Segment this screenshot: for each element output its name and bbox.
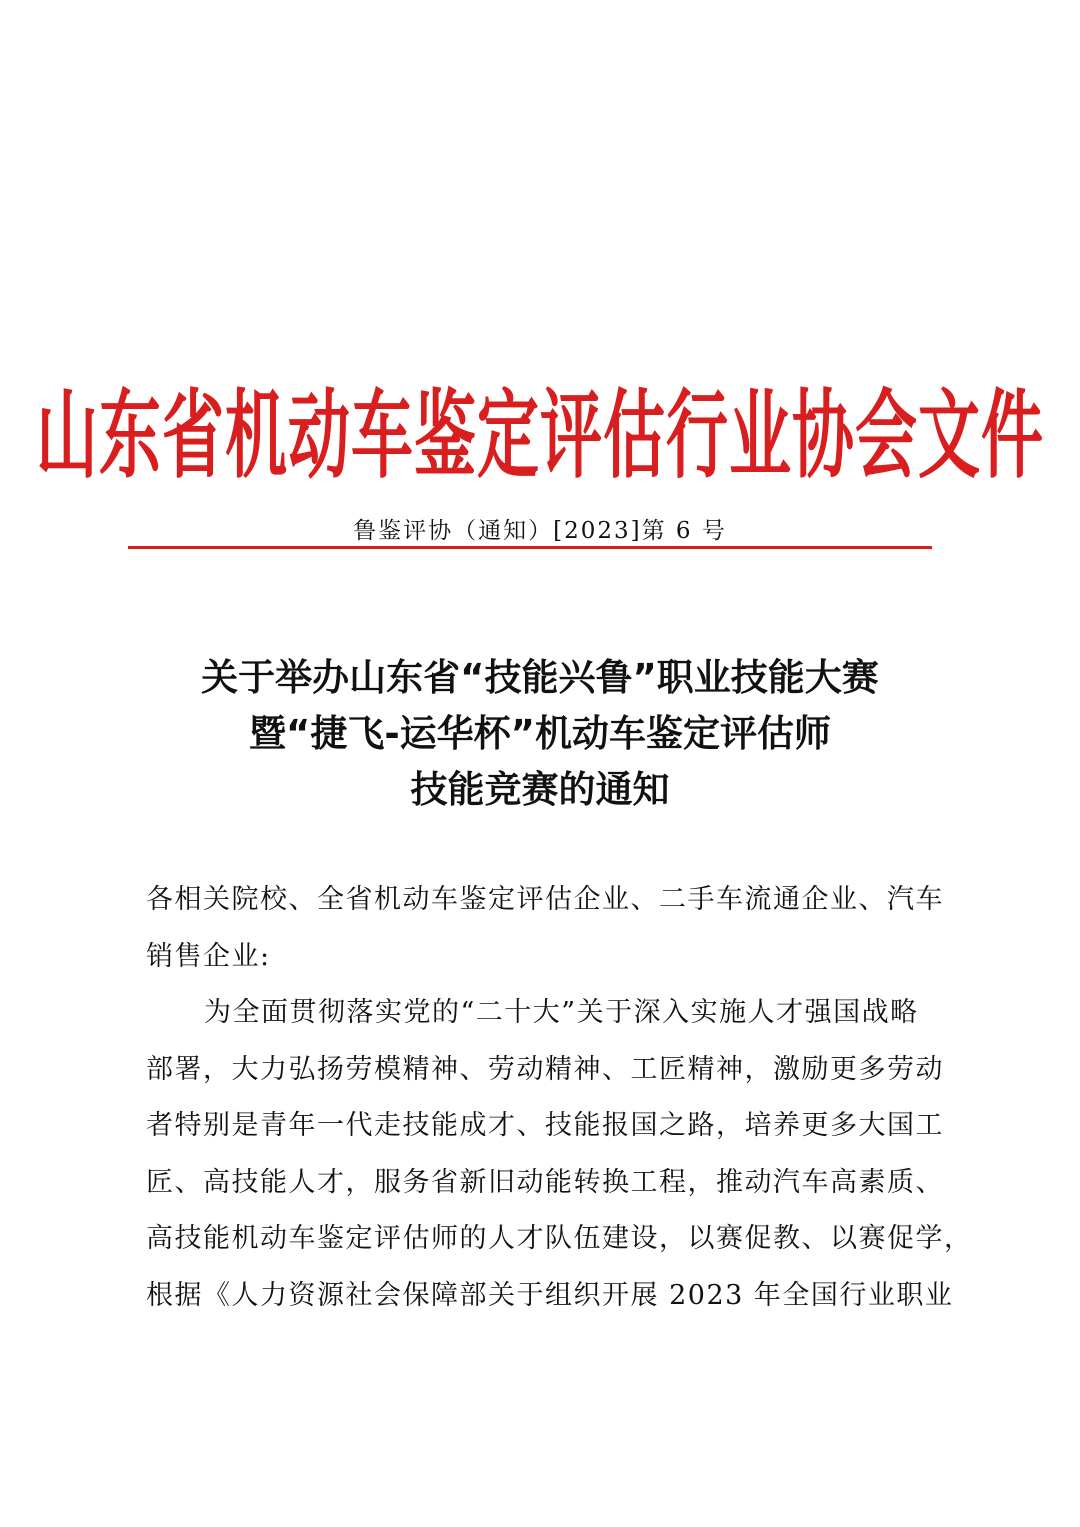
notice-title: [90, 650, 990, 818]
masthead-title: 山东省机动车鉴定评估行业协会文件: [36, 378, 1045, 492]
title-line-2: 暨“捷飞-运华杯”机动车鉴定评估师: [249, 712, 831, 755]
document-number: 鲁鉴评协（通知）[2023]第 6 号: [353, 518, 727, 544]
body-line-7: 高技能机动车鉴定评估师的人才队伍建设，以赛促教、以赛促学，: [146, 1223, 973, 1254]
body-line-4: 部署，大力弘扬劳模精神、劳动精神、工匠精神，激励更多劳动: [146, 1053, 944, 1085]
notice-body: [146, 872, 973, 1324]
title-line-1: 关于举办山东省“技能兴鲁”职业技能大赛: [201, 656, 879, 699]
body-line-5: 者特别是青年一代走技能成才、技能报国之路，培养更多大国工: [146, 1110, 944, 1141]
red-divider-line: [128, 546, 932, 549]
body-line-1: 各相关院校、全省机动车鉴定评估企业、二手车流通企业、汽车: [146, 884, 944, 915]
body-line-2: 销售企业:: [146, 940, 271, 972]
body-line-8: 根据《人力资源社会保障部关于组织开展 2023 年全国行业职业: [146, 1279, 954, 1311]
body-line-3: 为全面贯彻落实党的“二十大”关于深入实施人才强国战略: [204, 997, 919, 1028]
title-line-3: 技能竞赛的通知: [410, 768, 670, 811]
body-line-6: 匠、高技能人才，服务省新旧动能转换工程，推动汽车高素质、: [146, 1166, 944, 1198]
masthead: [36, 362, 1045, 492]
